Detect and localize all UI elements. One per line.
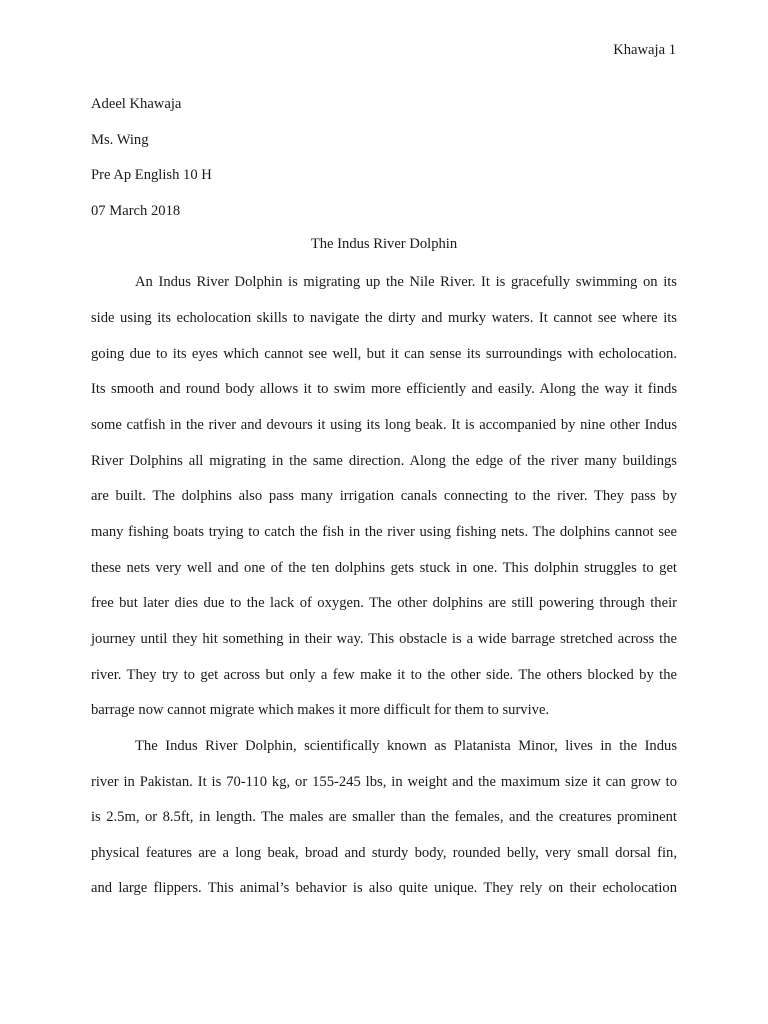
teacher-name: Ms. Wing [91,132,149,148]
essay-date: 07 March 2018 [91,203,181,219]
text-line: some catfish in the river and devours it using its long beak. It is accompanied by nine other Indus [91,417,677,433]
course-name: Pre Ap English 10 H [91,167,212,183]
text-line: An Indus River Dolphin is migrating up the Nile River. It is gracefully swimming on its [135,274,677,290]
text-line: going due to its eyes which cannot see well, but it can sense its surroundings with echolocation. [91,346,677,362]
text-line: many fishing boats trying to catch the fish in the river using fishing nets. The dolphins cannot see [91,524,677,540]
essay-title: The Indus River Dolphin [310,236,458,252]
text-line: river in Pakistan. It is 70-110 kg, or 155-245 lbs, in weight and the maximum size it can grow to [91,774,677,790]
text-line: River Dolphins all migrating in the same direction. Along the edge of the river many buildings [91,453,677,469]
text-line: physical features are a long beak, broad and sturdy body, rounded belly, very small dorsal fin, [91,845,677,861]
text-line: free but later dies due to the lack of oxygen. The other dolphins are still powering through their [91,595,677,611]
text-line: these nets very well and one of the ten dolphins gets stuck in one. This dolphin struggles to get [91,560,677,576]
text-line: is 2.5m, or 8.5ft, in length. The males are smaller than the females, and the creatures prominent [91,809,677,825]
text-line: The Indus River Dolphin, scientifically known as Platanista Minor, lives in the Indus [135,738,677,754]
text-line: journey until they hit something in their way. This obstacle is a wide barrage stretched across the [91,631,677,647]
running-head-page-number: Khawaja 1 [613,42,676,58]
text-line: river. They try to get across but only a few make it to the other side. The others blocked by the [91,667,677,683]
text-line: are built. The dolphins also pass many irrigation canals connecting to the river. They pass by [91,488,677,504]
text-line: side using its echolocation skills to navigate the dirty and murky waters. It cannot see where its [91,310,677,326]
student-name: Adeel Khawaja [91,96,182,112]
text-line: Its smooth and round body allows it to swim more efficiently and easily. Along the way it finds [91,381,677,397]
text-line: and large flippers. This animal’s behavior is also quite unique. They rely on their echolocation [91,880,677,896]
text-line: barrage now cannot migrate which makes it more difficult for them to survive. [91,702,550,718]
